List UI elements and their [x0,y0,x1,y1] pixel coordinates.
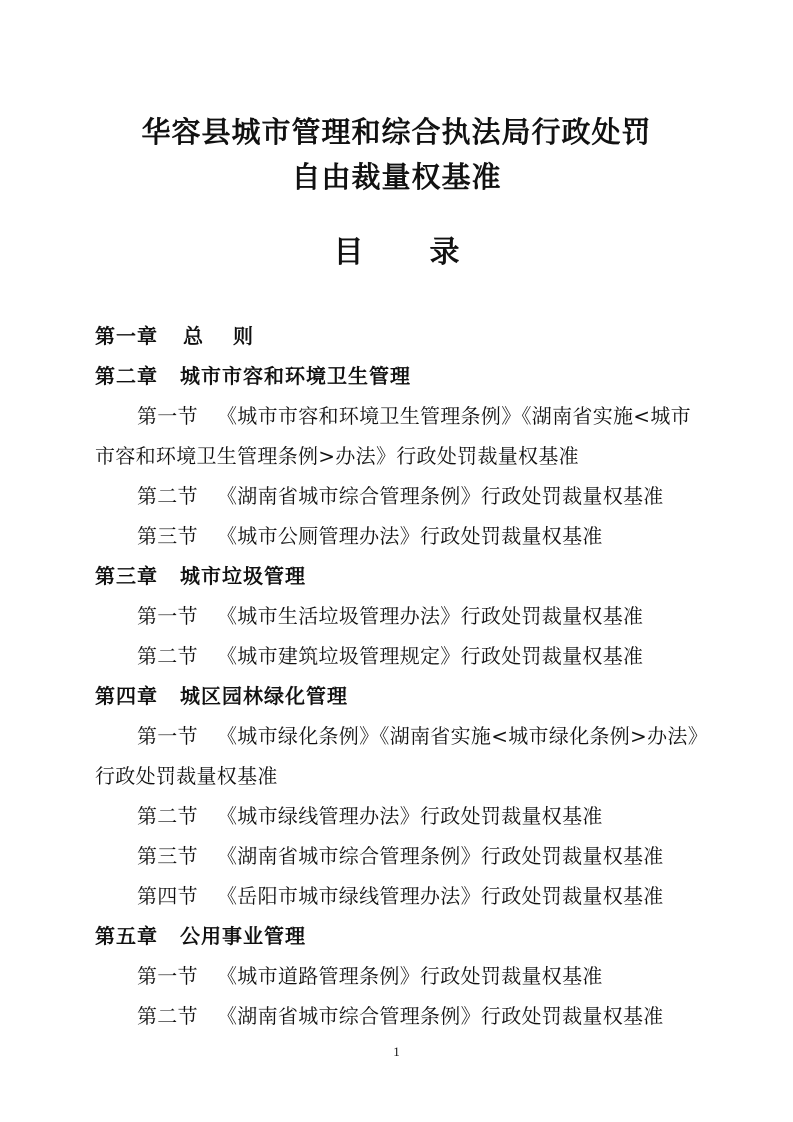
section-number: 第三节 [137,524,198,548]
section-title: 《城市生活垃圾管理办法》行政处罚裁量权基准 [217,604,644,628]
document-title-line1: 华容县城市管理和综合执法局行政处罚 [141,115,652,149]
toc-section-2-1-continuation[interactable] [95,443,579,469]
toc-heading [0,232,793,274]
toc-section-5-2[interactable] [137,1003,664,1029]
toc-chapter-5[interactable] [95,923,306,949]
toc-section-4-4[interactable] [137,883,664,909]
section-title-continuation: 市容和环境卫生管理条例>办法》行政处罚裁量权基准 [95,444,579,468]
toc-chapter-2[interactable] [95,363,411,389]
section-title: 《城市绿化条例》《湖南省实施<城市绿化条例>办法》 [217,724,709,748]
toc-chapter-4[interactable] [95,683,348,709]
section-title: 《湖南省城市综合管理条例》行政处罚裁量权基准 [217,1004,664,1028]
chapter-number: 第三章 [95,564,158,588]
toc-section-2-2[interactable] [137,483,664,509]
section-number: 第一节 [137,964,198,988]
section-number: 第一节 [137,404,198,428]
toc-heading-right: 录 [429,235,460,270]
toc-section-5-1[interactable] [137,963,603,989]
toc-chapter-3[interactable] [95,563,306,589]
chapter-number: 第四章 [95,684,158,708]
section-number: 第一节 [137,604,198,628]
chapter-number: 第二章 [95,364,158,388]
section-title: 《城市市容和环境卫生管理条例》《湖南省实施<城市 [217,404,691,428]
toc-heading-left: 目 [333,235,364,270]
toc-section-3-1[interactable] [137,603,643,629]
section-title: 《城市道路管理条例》行政处罚裁量权基准 [217,964,603,988]
page-number: 1 [393,1044,400,1059]
section-title: 《城市建筑垃圾管理规定》行政处罚裁量权基准 [217,644,644,668]
chapter-number: 第五章 [95,924,158,948]
section-number: 第四节 [137,884,198,908]
section-title: 《城市绿线管理办法》行政处罚裁量权基准 [217,804,603,828]
section-number: 第二节 [137,644,198,668]
toc-section-4-3[interactable] [137,843,664,869]
toc-section-2-3[interactable] [137,523,603,549]
section-number: 第三节 [137,844,198,868]
chapter-number: 第一章 [95,324,158,348]
section-title: 《湖南省城市综合管理条例》行政处罚裁量权基准 [217,484,664,508]
chapter-title: 总 则 [183,324,254,348]
section-title-continuation: 行政处罚裁量权基准 [95,764,278,788]
section-number: 第二节 [137,1004,198,1028]
chapter-title: 公用事业管理 [180,924,306,948]
section-number: 第一节 [137,724,198,748]
toc-chapter-1[interactable] [95,323,254,349]
section-title: 《湖南省城市综合管理条例》行政处罚裁量权基准 [217,844,664,868]
toc-section-2-1[interactable] [137,403,691,429]
chapter-title: 城区园林绿化管理 [180,684,348,708]
section-number: 第二节 [137,804,198,828]
toc-section-4-2[interactable] [137,803,603,829]
section-title: 《城市公厕管理办法》行政处罚裁量权基准 [217,524,603,548]
chapter-title: 城市垃圾管理 [180,564,306,588]
document-title-line2: 自由裁量权基准 [291,160,502,194]
toc-section-4-1-continuation[interactable] [95,763,278,789]
section-title: 《岳阳市城市绿线管理办法》行政处罚裁量权基准 [217,884,664,908]
toc-section-4-1[interactable] [137,723,708,749]
chapter-title: 城市市容和环境卫生管理 [180,364,411,388]
section-number: 第二节 [137,484,198,508]
toc-section-3-2[interactable] [137,643,643,669]
